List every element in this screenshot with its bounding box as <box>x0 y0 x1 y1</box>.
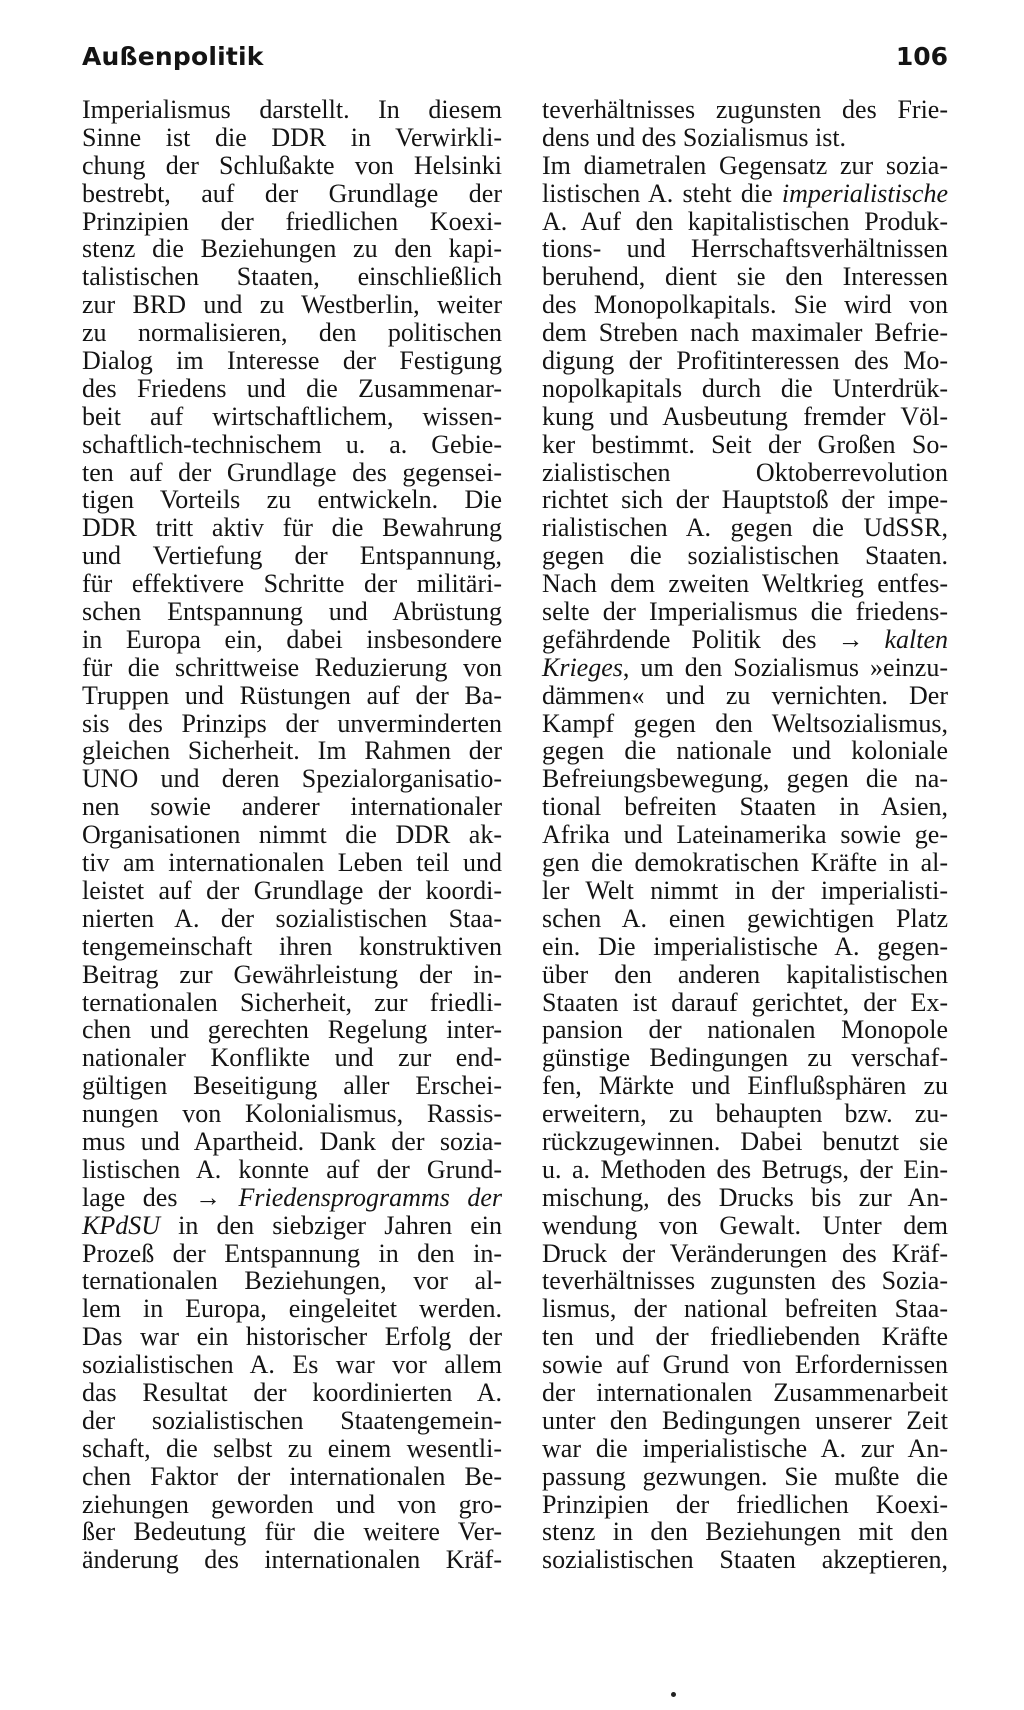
text-line: teverhältnisses zugunsten des Sozia- <box>542 1266 948 1296</box>
text-line: Das war ein historischer Erfolg der <box>82 1322 502 1352</box>
text-line: u. a. Methoden des Betrugs, der Ein- <box>542 1154 948 1184</box>
text-line: schen Entspannung und Abrüstung <box>82 597 502 627</box>
text-line: Sinne ist die DDR in Verwirkli- <box>82 122 502 152</box>
text-line: DDR tritt aktiv für die Bewahrung <box>82 513 502 543</box>
page-footer-dot <box>671 1692 676 1697</box>
text-line: A. Auf den kapitalistischen Produk- <box>542 206 948 236</box>
text-line: tions- und Herrschaftsverhältnissen <box>542 234 948 264</box>
text-line: der internationalen Zusammenarbeit <box>542 1377 948 1407</box>
text-line: ßer Bedeutung für die weitere Ver- <box>82 1517 502 1547</box>
text-line: war die imperialistische A. zur An- <box>542 1433 948 1463</box>
text-line: Prozeß der Entspannung in den in- <box>82 1238 502 1268</box>
text-line: gegen die nationale und koloniale <box>542 736 948 766</box>
text-line: gefährdende Politik des → kalten <box>542 624 948 654</box>
text-line: sozialistischen Staaten akzeptieren, <box>542 1545 948 1575</box>
text-line: kung und Ausbeutung fremder Völ- <box>542 401 948 431</box>
text-line: dem Streben nach maximaler Befrie- <box>542 318 948 348</box>
text-line: das Resultat der koordinierten A. <box>82 1377 502 1407</box>
text-line: sis des Prinzips der unverminderten <box>82 708 502 738</box>
text-line: Truppen und Rüstungen auf der Ba- <box>82 680 502 710</box>
text-line: listischen A. steht die imperialistische <box>542 178 948 208</box>
text-line: UNO und deren Spezialorganisatio- <box>82 764 502 794</box>
text-line: Befreiungsbewegung, gegen die na- <box>542 764 948 794</box>
text-line: ten und der friedliebenden Kräfte <box>542 1322 948 1352</box>
text-line: Staaten ist darauf gerichtet, der Ex- <box>542 987 948 1017</box>
text-line: Dialog im Interesse der Festigung <box>82 346 502 376</box>
text-line: Druck der Veränderungen des Kräf- <box>542 1238 948 1268</box>
text-line: nungen von Kolonialismus, Rassis- <box>82 1099 502 1129</box>
text-line: listischen A. konnte auf der Grund- <box>82 1154 502 1184</box>
text-line: änderung des internationalen Kräf- <box>82 1545 502 1575</box>
text-line: sowie auf Grund von Erfordernissen <box>542 1350 948 1380</box>
text-line: für effektivere Schritte der militäri- <box>82 569 502 599</box>
text-line: Afrika und Lateinamerika sowie ge- <box>542 820 948 850</box>
text-line: leistet auf der Grundlage der koordi- <box>82 875 502 905</box>
text-line: dens und des Sozialismus ist. <box>542 122 847 152</box>
text-line: des Friedens und die Zusammenar- <box>82 373 502 403</box>
text-line: KPdSU in den siebziger Jahren ein <box>82 1210 502 1240</box>
text-line: des Monopolkapitals. Sie wird von <box>542 290 948 320</box>
text-line: chen und gerechten Regelung inter- <box>82 1015 502 1045</box>
text-line: ziehungen geworden und von gro- <box>82 1489 502 1519</box>
text-line: mischung, des Drucks bis zur An- <box>542 1182 948 1212</box>
text-line: stenz die Beziehungen zu den kapi- <box>82 234 502 264</box>
text-line: beit auf wirtschaftlichem, wissen- <box>82 401 502 431</box>
text-line: Nach dem zweiten Weltkrieg entfes- <box>542 569 948 599</box>
text-line: bestrebt, auf der Grundlage der <box>82 178 502 208</box>
text-line: nen sowie anderer internationaler <box>82 792 502 822</box>
text-line: günstige Bedingungen zu verschaf- <box>542 1043 948 1073</box>
text-line: lage des → Friedensprogramms der <box>82 1182 502 1212</box>
text-line: gültigen Beseitigung aller Erschei- <box>82 1071 502 1101</box>
text-line: ler Welt nimmt in der imperialisti- <box>542 875 948 905</box>
text-line: tengemeinschaft ihren konstruktiven <box>82 931 502 961</box>
text-line: zu normalisieren, den politischen <box>82 318 502 348</box>
text-line: der sozialistischen Staatengemein- <box>82 1405 502 1435</box>
text-line: chen Faktor der internationalen Be- <box>82 1461 502 1491</box>
text-line: fen, Märkte und Einflußsphären zu <box>542 1071 948 1101</box>
text-line: Beitrag zur Gewährleistung der in- <box>82 959 502 989</box>
text-line: Prinzipien der friedlichen Koexi- <box>542 1489 948 1519</box>
text-line: teverhältnisses zugunsten des Frie- <box>542 95 948 124</box>
text-line: dämmen« und zu vernichten. Der <box>542 680 948 710</box>
text-line: nierten A. der sozialistischen Staa- <box>82 903 502 933</box>
text-line: erweitern, zu behaupten bzw. zu- <box>542 1099 948 1129</box>
text-line: schaft, die selbst zu einem wesentli- <box>82 1433 502 1463</box>
text-line: tiv am internationalen Leben teil und <box>82 848 502 878</box>
left-column <box>82 96 502 1574</box>
text-line: wendung von Gewalt. Unter dem <box>542 1210 948 1240</box>
text-line: rialistischen A. gegen die UdSSR, <box>542 513 948 543</box>
page-header <box>82 42 948 82</box>
text-line: Prinzipien der friedlichen Koexi- <box>82 206 502 236</box>
text-line: richtet sich der Hauptstoß der impe- <box>542 485 948 515</box>
text-line: pansion der nationalen Monopole <box>542 1015 948 1045</box>
text-line: über den anderen kapitalistischen <box>542 959 948 989</box>
text-line: gleichen Sicherheit. Im Rahmen der <box>82 736 502 766</box>
text-line: und Vertiefung der Entspannung, <box>82 541 502 571</box>
text-line: talistischen Staaten, einschließlich <box>82 262 502 292</box>
text-line: ten auf der Grundlage des gegensei- <box>82 457 502 487</box>
text-line: digung der Profitinteressen des Mo- <box>542 346 948 376</box>
text-line: selte der Imperialismus die friedens- <box>542 597 948 627</box>
page-number: 106 <box>895 42 948 71</box>
running-head: Außenpolitik <box>82 42 264 71</box>
text-line: stenz in den Beziehungen mit den <box>542 1517 948 1547</box>
text-line: schaftlich-technischem u. a. Gebie- <box>82 429 502 459</box>
text-line: Kampf gegen den Weltsozialismus, <box>542 708 948 738</box>
text-line: zialistischen Oktoberrevolution <box>542 457 948 487</box>
text-line: rückzugewinnen. Dabei benutzt sie <box>542 1126 948 1156</box>
text-line: tional befreiten Staaten in Asien, <box>542 792 948 822</box>
text-line: Im diametralen Gegensatz zur sozia- <box>542 150 948 180</box>
text-line: lismus, der national befreiten Staa- <box>542 1294 948 1324</box>
text-line: chung der Schlußakte von Helsinki <box>82 150 502 180</box>
text-line: gen die demokratischen Kräfte in al- <box>542 848 948 878</box>
text-line: ein. Die imperialistische A. gegen- <box>542 931 948 961</box>
text-line: gegen die sozialistischen Staaten. <box>542 541 948 571</box>
text-line: beruhend, dient sie den Interessen <box>542 262 948 292</box>
text-line: nationaler Konflikte und zur end- <box>82 1043 502 1073</box>
text-line: ternationalen Sicherheit, zur friedli- <box>82 987 502 1017</box>
text-line: tigen Vorteils zu entwickeln. Die <box>82 485 502 515</box>
text-line: für die schrittweise Reduzierung von <box>82 652 502 682</box>
text-line: Krieges, um den Sozialismus »einzu- <box>542 652 948 682</box>
right-column <box>542 96 948 1574</box>
text-line: sozialistischen A. Es war vor allem <box>82 1350 502 1380</box>
text-line: Imperialismus darstellt. In diesem <box>82 95 502 124</box>
text-line: zur BRD und zu Westberlin, weiter <box>82 290 502 320</box>
text-line: passung gezwungen. Sie mußte die <box>542 1461 948 1491</box>
text-line: Organisationen nimmt die DDR ak- <box>82 820 502 850</box>
text-line: ternationalen Beziehungen, vor al- <box>82 1266 502 1296</box>
text-line: nopolkapitals durch die Unterdrük- <box>542 373 948 403</box>
text-line: mus und Apartheid. Dank der sozia- <box>82 1126 502 1156</box>
text-line: in Europa ein, dabei insbesondere <box>82 624 502 654</box>
text-line: unter den Bedingungen unserer Zeit <box>542 1405 948 1435</box>
text-line: lem in Europa, eingeleitet werden. <box>82 1294 502 1324</box>
text-line: schen A. einen gewichtigen Platz <box>542 903 948 933</box>
text-line: ker bestimmt. Seit der Großen So- <box>542 429 948 459</box>
